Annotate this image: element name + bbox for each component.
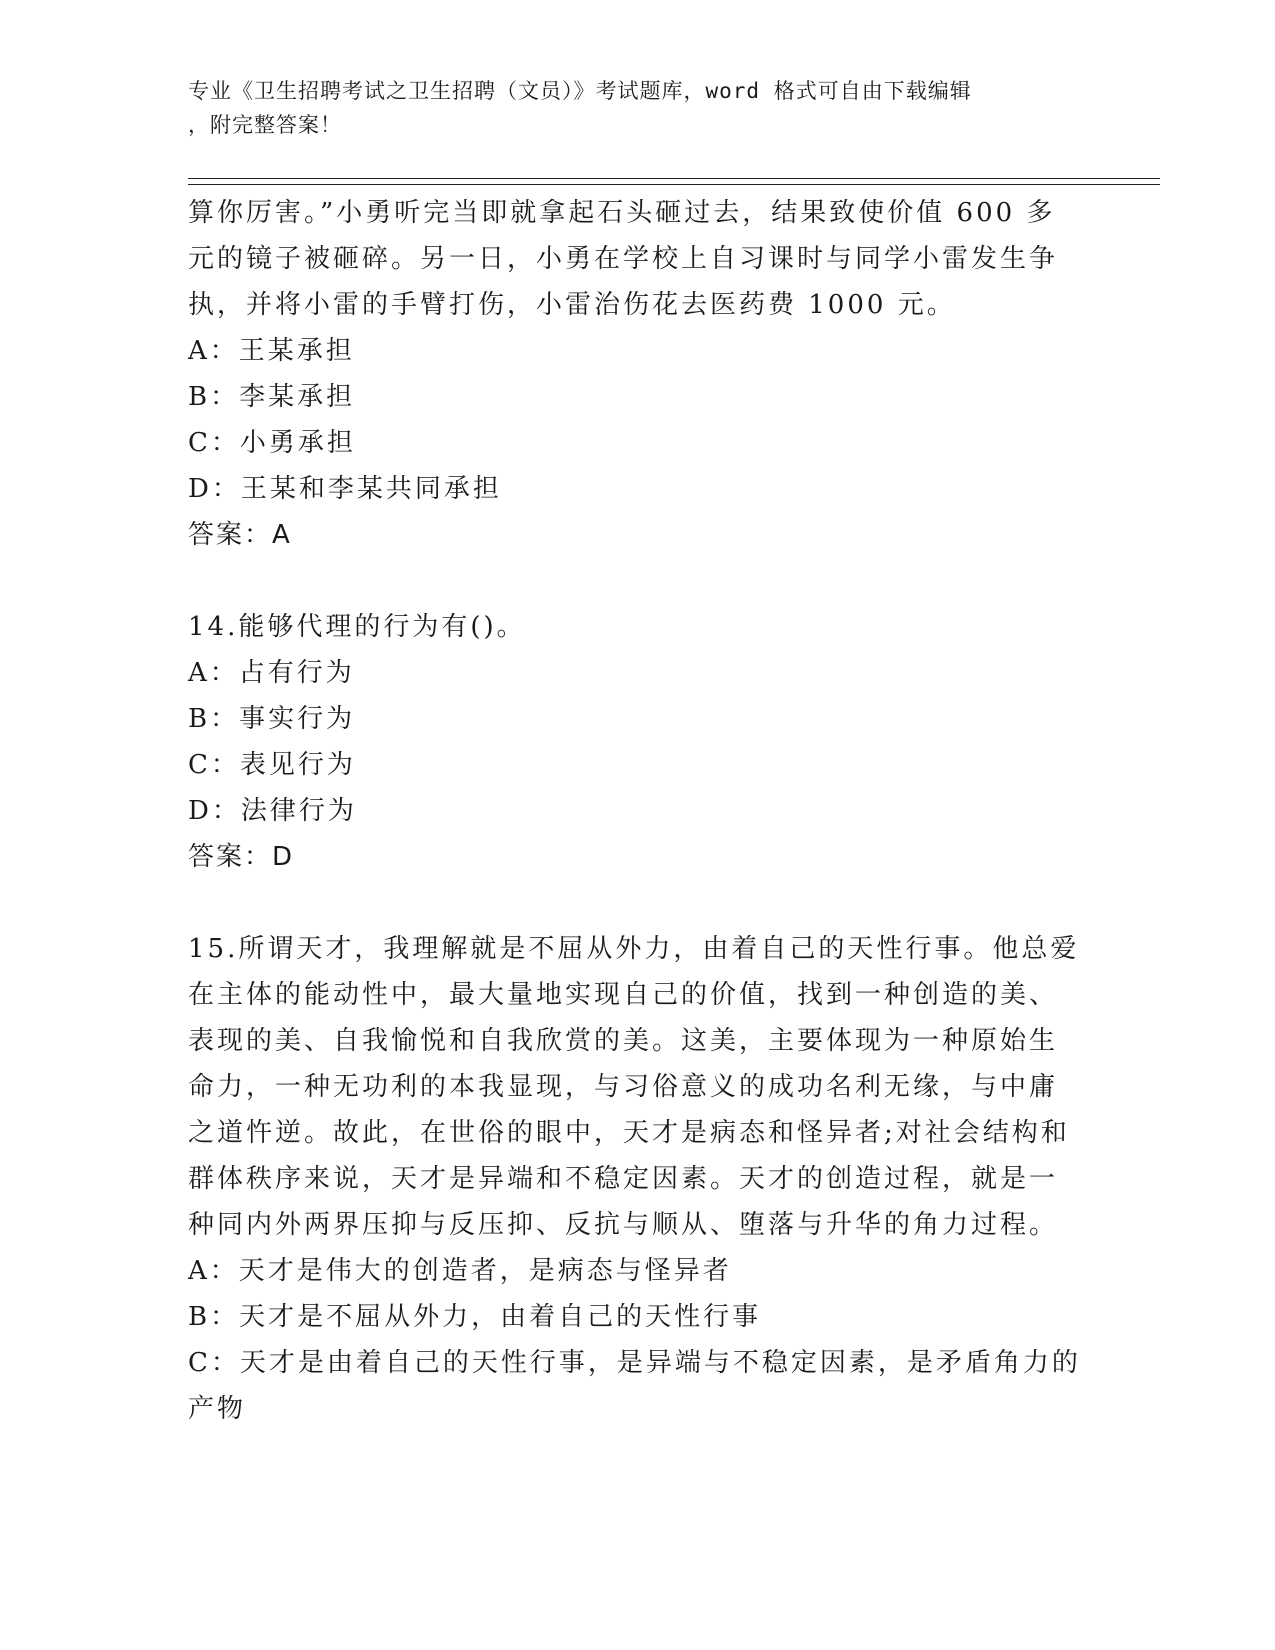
option-c: C：小勇承担 (188, 428, 356, 458)
option-d: D：王某和李某共同承担 (188, 474, 502, 504)
question-stem-line: 算你厉害。”小勇听完当即就拿起石头砸过去，结果致使价值 600 多 (188, 198, 1056, 228)
option-c-continued: 产物 (188, 1394, 247, 1424)
question-stem-line: 元的镜子被砸碎。另一日，小勇在学校上自习课时与同学小雷发生争 (188, 244, 1059, 274)
header-line-2: ，附完整答案！ (188, 113, 342, 137)
option-d: D：法律行为 (188, 796, 357, 826)
question-15 (188, 926, 1081, 1432)
question-stem-line: 表现的美、自我愉悦和自我欣赏的美。这美，主要体现为一种原始生 (188, 1026, 1059, 1056)
option-a: A：占有行为 (188, 658, 355, 688)
answer-label: 答案：A (188, 520, 292, 550)
option-b: B：天才是不屈从外力，由着自己的天性行事 (188, 1302, 762, 1332)
option-b: B：事实行为 (188, 704, 356, 734)
question-content (188, 190, 1081, 1432)
option-b: B：李某承担 (188, 382, 356, 412)
option-a: A：王某承担 (188, 336, 355, 366)
question-stem-line: 15.所谓天才，我理解就是不屈从外力，由着自己的天性行事。他总爱 (188, 934, 1080, 964)
question-stem-line: 在主体的能动性中，最大量地实现自己的价值，找到一种创造的美、 (188, 980, 1059, 1010)
spacer (188, 880, 1078, 926)
spacer (188, 558, 1078, 604)
option-c: C：天才是由着自己的天性行事，是异端与不稳定因素，是矛盾角力的 (188, 1348, 1081, 1378)
header-divider-top (188, 178, 1160, 179)
option-c: C：表见行为 (188, 750, 356, 780)
question-stem-line: 群体秩序来说，天才是异端和不稳定因素。天才的创造过程，就是一 (188, 1164, 1059, 1194)
header-line-1: 专业《卫生招聘考试之卫生招聘（文员）》考试题库，word 格式可自由下载编辑 (188, 79, 972, 103)
question-stem-line: 之道忤逆。故此，在世俗的眼中，天才是病态和怪异者;对社会结构和 (188, 1118, 1070, 1148)
header-divider-bottom (188, 184, 1160, 185)
document-header (188, 74, 1068, 142)
question-stem-line: 执，并将小雷的手臂打伤，小雷治伤花去医药费 1000 元。 (188, 290, 956, 320)
question-stem-line: 种同内外两界压抑与反压抑、反抗与顺从、堕落与升华的角力过程。 (188, 1210, 1059, 1240)
question-14 (188, 604, 1078, 880)
answer-label: 答案：D (188, 842, 295, 872)
question-stem-line: 14.能够代理的行为有()。 (188, 612, 526, 642)
question-stem-line: 命力，一种无功利的本我显现，与习俗意义的成功名利无缘，与中庸 (188, 1072, 1059, 1102)
question-13 (188, 190, 1078, 558)
option-a: A：天才是伟大的创造者，是病态与怪异者 (188, 1256, 732, 1286)
